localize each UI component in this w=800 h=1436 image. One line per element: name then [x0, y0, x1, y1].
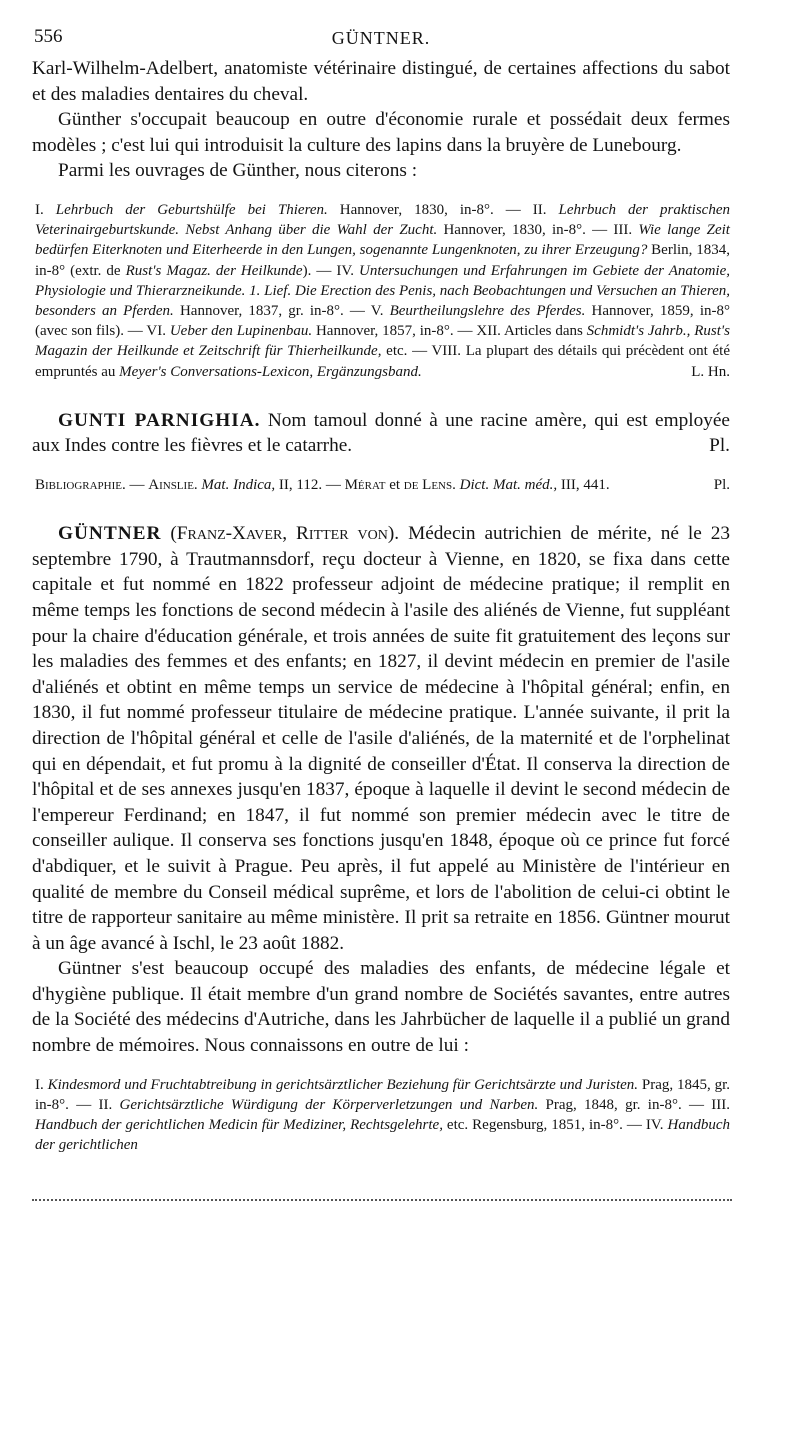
- author-signature: Pl.: [709, 435, 730, 457]
- guentner-paragraph-2: [32, 956, 730, 1058]
- journal-title: Jahrbücher: [401, 1009, 486, 1031]
- gunti-bibliography: [32, 475, 730, 495]
- bib-text: Prag, 1845, gr. in-8°. — II.: [35, 1076, 730, 1113]
- bib-text: etc. Regensburg, 1851, in-8°. — IV.: [442, 1117, 668, 1134]
- entry-headword: GUNTI PARNIGHIA.: [58, 409, 261, 431]
- bib-author: Ainslie.: [148, 476, 198, 493]
- bib-text: I.: [35, 1076, 48, 1093]
- bib-label: Bibliographie.: [35, 476, 126, 493]
- bib-title: Kindesmord und Fruchtabtreibung in gerichtsärztlicher Beziehung für Gerichtsärzte und Juristen.: [47, 1076, 639, 1093]
- bib-text: Hannover, 1837, gr. in-8°. — V.: [173, 302, 390, 319]
- bib-text: I.: [35, 201, 56, 218]
- dotted-rule: [32, 1199, 732, 1201]
- bib-title: Untersuchungen und Erfahrungen im Gebiete der Anatomie, Physiologie und Thierarzneikunde. 1. Lief. Die Erection des Penis, nach Beobachtungen und Versuchen an Thieren, besonders an Pferden.: [35, 262, 731, 319]
- guenther-paragraph-3: Parmi les ouvrages de Günther, nous citerons :: [58, 160, 418, 182]
- bib-title: Lehrbuch der praktischen Veterinairgeburtskunde. Nebst Anhang über die Wahl der Zucht.: [35, 201, 730, 239]
- guenther-bibliography: [32, 200, 730, 382]
- guentner-bibliography: [32, 1075, 730, 1156]
- bib-text: Hannover, 1857, in-8°. — XII. Articles dans: [312, 323, 587, 340]
- page-header: [32, 26, 730, 56]
- bib-title: Handbuch der gerichtlichen Medicin für Mediziner, Rechtsgelehrte,: [35, 1117, 443, 1134]
- bib-author: Mérat: [344, 476, 386, 493]
- author-signature: Pl.: [713, 476, 730, 493]
- bib-text: Hannover, 1830, in-8°. — III.: [437, 222, 639, 239]
- entry-text: Médecin autrichien de mérite, né le 23 septembre 1790, à Trautmannsdorf, reçu docteur à Vienne, en 1820, se fixa dans cette capitale et fut nommé en 1822 professeur adjoint de médecine pratique; il remplit en même temps les fonctions de second médecin à l'asile des aliénés de Vienne, fut suppléant pour la chaire d'éducation générale, et trois années de suite fit gratuitement des leçons sur les maladies des femmes et des enfants; en 1827, il devint médecin en premier de l'asile d'aliénés et obtint en même temps un service de médecine à l'hôpital général; enfin, en 1830, il fut nommé professeur titulaire de médecine pratique. L'année suivante, il prit la direction de l'hôpital général et celle de l'asile d'aliénés, de la maternité et de l'orphelinat qui en dépendait, et fut promu à la dignité de conseiller d'État. Il conserva la direction de l'hôpital et de ses annexes jusqu'en 1837, époque à laquelle il devint le second médecin de l'empereur Ferdinand; en 1847, il fut nommé son premier médecin avec le titre de conseiller aulique. Il conserva ses fonctions jusqu'en 1848, époque où ce prince fut forcé d'abdiquer, et le suivit à Prague. Peu après, il fut appelé au Ministère de l'intérieur en qualité de membre du Conseil médical suprême, et lors de l'abolition de celui-ci obtint le titre de rapporteur sanitaire au même ministère. Il prit sa retraite en 1856. Güntner mourut à un âge avancé à Ischl, le 23 août 1882.: [32, 523, 730, 954]
- entry-name: (Franz-Xaver, Ritter von).: [161, 523, 400, 545]
- bib-text: ). — IV.: [302, 262, 360, 279]
- entry-headword: GÜNTNER: [58, 523, 162, 545]
- entry-text: Nom tamoul donné à une racine amère, qui est employée aux Indes contre les fièvres et le catarrhe.: [32, 409, 730, 457]
- entry-text: de laquelle il a publié un grand nombre de mémoires. Nous connaissons en outre de lui :: [32, 1009, 730, 1057]
- bib-text: —: [125, 476, 149, 493]
- bib-title: Handbuch der gerichtlichen: [35, 1117, 730, 1154]
- guentner-paragraph-1: [32, 521, 730, 956]
- running-head: GÜNTNER.: [331, 28, 431, 48]
- guenther-paragraph-1: Karl-Wilhelm-Adelbert, anatomiste vétérinaire distingué, de certaines affections du sabot et des maladies dentaires du cheval.: [32, 58, 730, 105]
- bib-text: II, 112. —: [275, 476, 345, 493]
- bib-text: Hannover, 1830, in-8°. — II.: [327, 201, 559, 218]
- entry-text: Güntner s'est beaucoup occupé des maladies des enfants, de médecine légale et d'hygiène publique. Il était membre d'un grand nombre de Sociétés savantes, entre autres de la Société des médecins d'Autriche, dans les: [32, 958, 730, 1031]
- bib-title: Rust's Magaz. der Heilkunde: [125, 262, 303, 279]
- guenther-paragraph-2: Günther s'occupait beaucoup en outre d'économie rurale et possédait deux fermes modèles ; c'est lui qui introduisit la culture des lapins dans la bruyère de Lunebourg.: [32, 109, 730, 156]
- bib-title: Wie lange Zeit bedürfen Eiterknoten und Eiterheerde in den Lungen, sogenannte Lungenknoten, zu ihrer Erzeugung?: [35, 222, 730, 259]
- page-number: 556: [34, 26, 63, 47]
- bib-text: et: [385, 476, 404, 493]
- author-signature: L. Hn.: [691, 363, 730, 380]
- bib-text: Berlin, 1834, in-8° (extr. de: [35, 242, 730, 279]
- bib-title: Meyer's Conversations-Lexicon, Ergänzungsband.: [119, 363, 422, 380]
- bib-title: Beurtheilungslehre des Pferdes.: [389, 302, 586, 319]
- bib-text: Prag, 1848, gr. in-8°. — III.: [538, 1096, 730, 1113]
- bib-author: de Lens.: [403, 476, 456, 493]
- bib-title: Ueber den Lupinenbau.: [169, 323, 313, 340]
- bib-text: III, 441.: [557, 476, 610, 493]
- bib-title: Dict. Mat. méd.,: [459, 476, 558, 493]
- bib-title: Mat. Indica,: [201, 476, 276, 493]
- bib-text: Hannover, 1859, in-8° (avec son fils). — VI.: [35, 302, 730, 340]
- gunti-entry: [32, 408, 730, 459]
- bib-text: etc. — VIII. La plupart des détails qui précèdent ont été empruntés au: [35, 343, 730, 380]
- bib-title: Schmidt's Jahrb., Rust's Magazin der Heilkunde et Zeitschrift für Thierheilkunde,: [35, 323, 730, 360]
- bib-title: Lehrbuch der Geburtshülfe bei Thieren.: [55, 201, 328, 218]
- bib-title: Gerichtsärztliche Würdigung der Körperverletzungen und Narben.: [119, 1096, 539, 1113]
